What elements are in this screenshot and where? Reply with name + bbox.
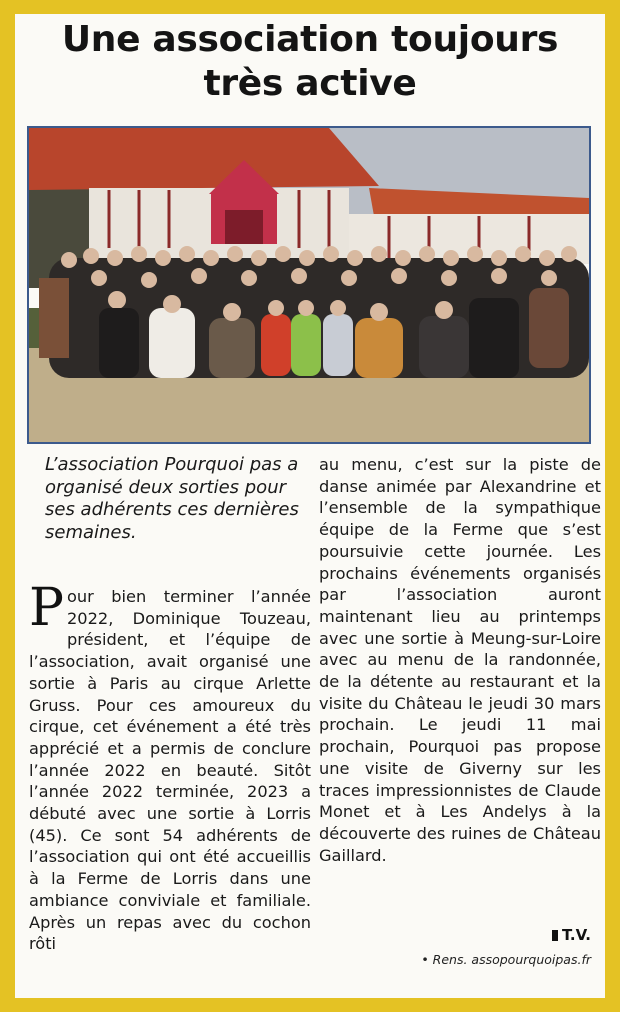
byline-square-icon bbox=[552, 930, 558, 941]
article-page bbox=[15, 14, 605, 998]
headline bbox=[15, 18, 605, 106]
headline-line-2: très active bbox=[203, 63, 417, 104]
group-photo-illustration bbox=[29, 128, 589, 442]
group-photo bbox=[27, 126, 591, 444]
headline-line-1: Une association toujours bbox=[61, 19, 559, 60]
article-body-right-column bbox=[319, 454, 601, 866]
byline-text: T.V. bbox=[561, 926, 591, 944]
article-body-left-column bbox=[29, 578, 311, 955]
body-left-text: our bien terminer l’année 2022, Dominique Touzeau, président, et l’équipe de l’association, avait organisé une sortie à Paris au cirque Arlette Gruss. Pour ces amoureux du cirque, cet événement a été très apprécié et a permis de conclure l’année 2022 en beauté. Sitôt l’année 2022 terminée, 2023 a débuté avec une sortie à Lorris (45). Ce sont 54 adhérents de l’association qui ont été accueillis à la Ferme de Lorris dans une ambiance conviviale et familiale. Après un repas avec du cochon rôti bbox=[29, 587, 311, 954]
body-right-text: au menu, c’est sur la piste de danse animée par Alexandrine et l’ensemble de la sympathique équipe de la Ferme que s’est poursuivie cette journée. Les prochains événements organisés par l’association auront maintenant lieu au printemps avec une sortie à Meung-sur-Loire avec au menu de la randonnée, de la détente au restaurant et la visite du Château le jeudi 30 mars prochain. Le jeudi 11 mai prochain, Pourquoi pas propose une visite de Giverny sur les traces impressionnistes de Claude Monet et à Les Andelys à la découverte des ruines de Château Gaillard. bbox=[319, 455, 601, 865]
byline bbox=[552, 926, 591, 944]
dropcap: P bbox=[29, 578, 64, 638]
article-lead: L’association Pourquoi pas a organisé deux sorties pour ses adhérents ces dernières semaines. bbox=[45, 454, 299, 543]
contact-info: • Rens. assopourquoipas.fr bbox=[421, 952, 591, 967]
